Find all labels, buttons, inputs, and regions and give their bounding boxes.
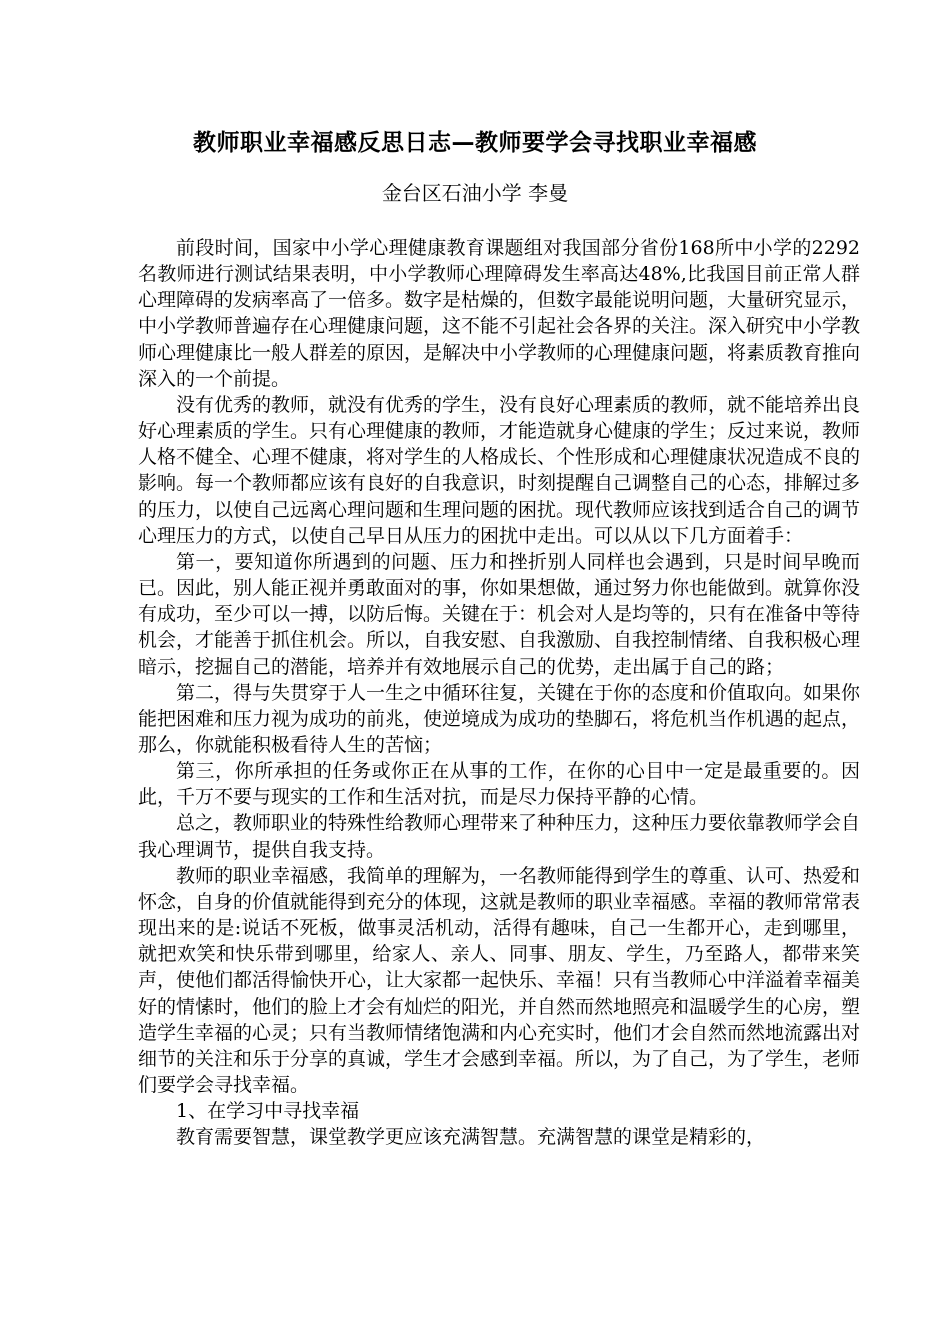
paragraph: 没有优秀的教师，就没有优秀的学生，没有良好心理素质的教师，就不能培养出良好心理素质的学生。只有心理健康的教师，才能造就身心健康的学生；反过来说，教师人格不健全、心理不健康，将对学生的人格成长、个性形成和心理健康状况造成不良的影响。每一个教师都应该有良好的自我意识，时刻提醒自己调整自己的心态，排解过多的压力，以使自己远离心理问题和生理问题的困扰。现代教师应该找到适合自己的调节心理压力的方式，以使自己早日从压力的困扰中走出。可以从以下几方面着手： <box>138 393 861 547</box>
document-author: 金台区石油小学 李曼 <box>381 181 569 205</box>
document-body <box>138 235 860 1150</box>
paragraph: 教师的职业幸福感，我简单的理解为，一名教师能得到学生的尊重、认可、热爱和怀念，自身的价值就能得到充分的体现，这就是教师的职业幸福感。幸福的教师常常表现出来的是:说话不死板，做事灵活机动，活得有趣味，自己一生都开心，走到哪里，就把欢笑和快乐带到哪里，给家人、亲人、同事、朋友、学生，乃至路人，都带来笑声，使他们都活得愉快开心，让大家都一起快乐、幸福！只有当教师心中洋溢着幸福美好的情愫时，他们的脸上才会有灿烂的阳光，并自然而然地照亮和温暖学生的心房，塑造学生幸福的心灵；只有当教师情绪饱满和内心充实时，他们才会自然而然地流露出对细节的关注和乐于分享的真诚，学生才会感到幸福。所以，为了自己，为了学生，老师们要学会寻找幸福。 <box>138 864 861 1096</box>
paragraph: 第一，要知道你所遇到的问题、压力和挫折别人同样也会遇到，只是时间早晚而已。因此，别人能正视并勇敢面对的事，你如果想做，通过努力你也能做到。就算你没有成功，至少可以一搏，以防后悔。关键在于：机会对人是均等的，只有在准备中等待机会，才能善于抓住机会。所以，自我安慰、自我激励、自我控制情绪、自我积极心理暗示，挖掘自己的潜能，培养并有效地展示自己的优势，走出属于自己的路； <box>138 550 861 678</box>
paragraph: 第三，你所承担的任务或你正在从事的工作，在你的心目中一定是最重要的。因此，千万不要与现实的工作和生活对抗，而是尽力保持平静的心情。 <box>138 760 860 809</box>
paragraph: 教育需要智慧，课堂教学更应该充满智慧。充满智慧的课堂是精彩的， <box>176 1126 766 1149</box>
paragraph: 总之，教师职业的特殊性给教师心理带来了种种压力，这种压力要依靠教师学会自我心理调节，提供自我支持。 <box>138 812 861 861</box>
document-title: 教师职业幸福感反思日志—教师要学会寻找职业幸福感 <box>193 130 757 156</box>
section-heading: 1、在学习中寻找幸福 <box>176 1100 360 1123</box>
paragraph: 第二，得与失贯穿于人一生之中循环往复，关键在于你的态度和价值取向。如果你能把困难和压力视为成功的前兆，使逆境成为成功的垫脚石，将危机当作机遇的起点，那么，你就能积极看待人生的苦恼； <box>138 681 861 756</box>
paragraph: 前段时间，国家中小学心理健康教育课题组对我国部分省份168所中小学的2292名教师进行测试结果表明，中小学教师心理障碍发生率高达48%,比我国目前正常人群心理障碍的发病率高了一倍多。数字是枯燥的，但数字最能说明问题，大量研究显示，中小学教师普遍存在心理健康问题，这不能不引起社会各界的关注。深入研究中小学教师心理健康比一般人群差的原因，是解决中小学教师的心理健康问题，将素质教育推向深入的一个前提。 <box>138 237 861 390</box>
